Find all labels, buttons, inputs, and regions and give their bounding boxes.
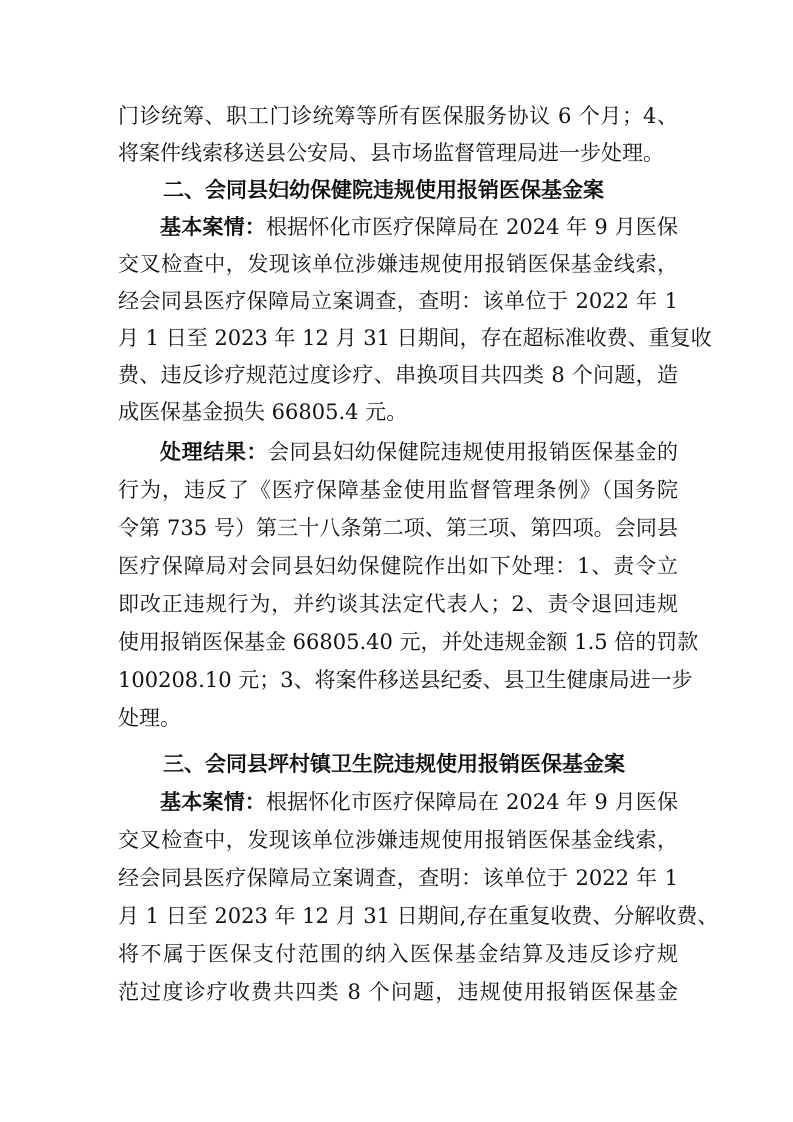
text-line: 将不属于医保支付范围的纳入医保基金结算及违反诊疗规 <box>118 942 678 966</box>
text-line: 行为，违反了《医疗保障基金使用监督管理条例》（国务院 <box>118 478 678 502</box>
handling-result-label: 处理结果： <box>160 440 269 464</box>
case-2-result-first-line <box>160 438 678 466</box>
text-line: 即改正违规行为，并约谈其法定代表人；2、责令退回违规 <box>118 592 678 616</box>
basic-facts-label: 基本案情： <box>160 215 266 239</box>
text-line: 处理。 <box>118 706 181 730</box>
case-3-basic-first-line <box>160 788 678 816</box>
text-line: 经会同县医疗保障局立案调查，查明：该单位于 2022 年 1 <box>118 866 678 890</box>
text-span: 会同县妇幼保健院违规使用报销医保基金的 <box>268 440 679 464</box>
case-2-basic-first-line <box>160 213 678 241</box>
text-line: 令第 735 号）第三十八条第二项、第三项、第四项。会同县 <box>118 516 678 540</box>
case-3-heading: 三、会同县坪村镇卫生院违规使用报销医保基金案 <box>163 752 625 776</box>
text-line: 月 1 日至 2023 年 12 月 31 日期间，存在超标准收费、重复收 <box>118 326 712 350</box>
text-line: 费、违反诊疗规范过度诊疗、串换项目共四类 8 个问题，造 <box>118 363 678 387</box>
text-span: 根据怀化市医疗保障局在 2024 年 9 月医保 <box>265 215 678 239</box>
text-line: 月 1 日至 2023 年 12 月 31 日期间,存在重复收费、分解收费、 <box>118 904 719 928</box>
text-line: 经会同县医疗保障局立案调查，查明：该单位于 2022 年 1 <box>118 289 678 313</box>
text-line: 成医保基金损失 66805.4 元。 <box>118 400 408 424</box>
text-span: 根据怀化市医疗保障局在 2024 年 9 月医保 <box>265 790 678 814</box>
text-line: 交叉检查中，发现该单位涉嫌违规使用报销医保基金线索， <box>118 252 678 276</box>
text-line: 医疗保障局对会同县妇幼保健院作出如下处理：1、责令立 <box>118 554 678 578</box>
text-line: 门诊统筹、职工门诊统筹等所有医保服务协议 6 个月；4、 <box>118 104 678 128</box>
text-line: 100208.10 元；3、将案件移送县纪委、县卫生健康局进一步 <box>118 668 693 692</box>
text-line: 将案件线索移送县公安局、县市场监督管理局进一步处理。 <box>118 141 664 165</box>
text-line: 交叉检查中，发现该单位涉嫌违规使用报销医保基金线索， <box>118 828 678 852</box>
basic-facts-label: 基本案情： <box>160 790 266 814</box>
case-2-heading: 二、会同县妇幼保健院违规使用报销医保基金案 <box>163 178 604 202</box>
text-line: 范过度诊疗收费共四类 8 个问题，违规使用报销医保基金 <box>118 980 678 1004</box>
text-line: 使用报销医保基金 66805.40 元，并处违规金额 1.5 倍的罚款 <box>118 630 699 654</box>
